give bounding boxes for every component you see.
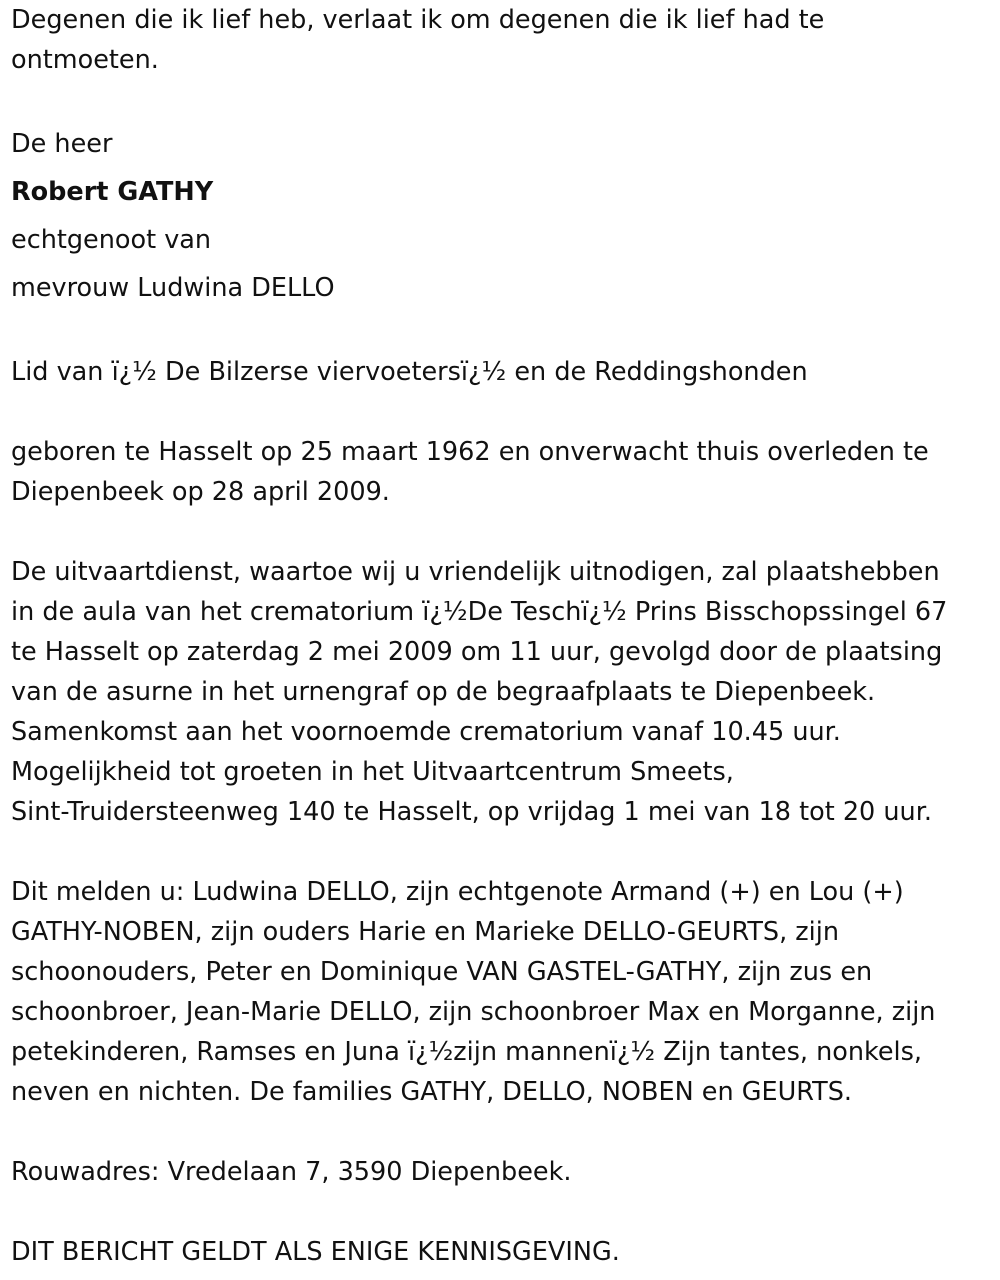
announcement-line: petekinderen, Ramses en Juna ï¿½zijn mannenï¿½ Zijn tantes, nonkels, (11, 1037, 923, 1067)
spacer (11, 1112, 996, 1152)
spacer (11, 1192, 996, 1232)
announcement-line: schoonouders, Peter en Dominique VAN GASTEL-GATHY, zijn zus en (11, 957, 873, 987)
birth-death-line: geboren te Hasselt op 25 maart 1962 en onverwacht thuis overleden te (11, 437, 929, 467)
membership-line: Lid van ï¿½ De Bilzerse viervoetersï¿½ en de Reddingshonden (11, 357, 808, 387)
deceased-name: Robert GATHY (11, 177, 214, 207)
funeral-line: Mogelijkheid tot groeten in het Uitvaartcentrum Smeets, (11, 757, 734, 787)
deceased-spouse: mevrouw Ludwina DELLO (11, 273, 335, 303)
funeral-line: te Hasselt op zaterdag 2 mei 2009 om 11 uur, gevolgd door de plaatsing (11, 637, 943, 667)
announcement-line: neven en nichten. De families GATHY, DELLO, NOBEN en GEURTS. (11, 1077, 853, 1107)
announcement-block (11, 872, 996, 1112)
funeral-line: in de aula van het crematorium ï¿½De Teschï¿½ Prins Bisschopssingel 67 (11, 597, 948, 627)
announcement-line: schoonbroer, Jean-Marie DELLO, zijn schoonbroer Max en Morganne, zijn (11, 997, 936, 1027)
motto-line: Degenen die ik lief heb, verlaat ik om degenen die ik lief had te (11, 5, 825, 35)
spacer (11, 512, 996, 552)
funeral-block (11, 552, 996, 832)
spacer (11, 312, 996, 352)
notice-line: DIT BERICHT GELDT ALS ENIGE KENNISGEVING. (11, 1237, 620, 1267)
announcement-line: GATHY-NOBEN, zijn ouders Harie en Marieke DELLO-GEURTS, zijn (11, 917, 840, 947)
deceased-title: De heer (11, 129, 113, 159)
deceased-block (11, 120, 996, 312)
obituary-document (11, 0, 996, 1272)
spacer (11, 80, 996, 120)
funeral-line: De uitvaartdienst, waartoe wij u vriendelijk uitnodigen, zal plaatshebben (11, 557, 940, 587)
spacer (11, 832, 996, 872)
motto-line: ontmoeten. (11, 45, 159, 75)
funeral-line: Sint-Truidersteenweg 140 te Hasselt, op vrijdag 1 mei van 18 tot 20 uur. (11, 797, 932, 827)
mourning-address: Rouwadres: Vredelaan 7, 3590 Diepenbeek. (11, 1157, 572, 1187)
motto-block (11, 0, 996, 80)
spacer (11, 392, 996, 432)
deceased-relation: echtgenoot van (11, 225, 212, 255)
birth-death-block (11, 432, 996, 512)
funeral-line: van de asurne in het urnengraf op de begraafplaats te Diepenbeek. (11, 677, 876, 707)
funeral-line: Samenkomst aan het voornoemde crematorium vanaf 10.45 uur. (11, 717, 841, 747)
announcement-line: Dit melden u: Ludwina DELLO, zijn echtgenote Armand (+) en Lou (+) (11, 877, 904, 907)
birth-death-line: Diepenbeek op 28 april 2009. (11, 477, 390, 507)
